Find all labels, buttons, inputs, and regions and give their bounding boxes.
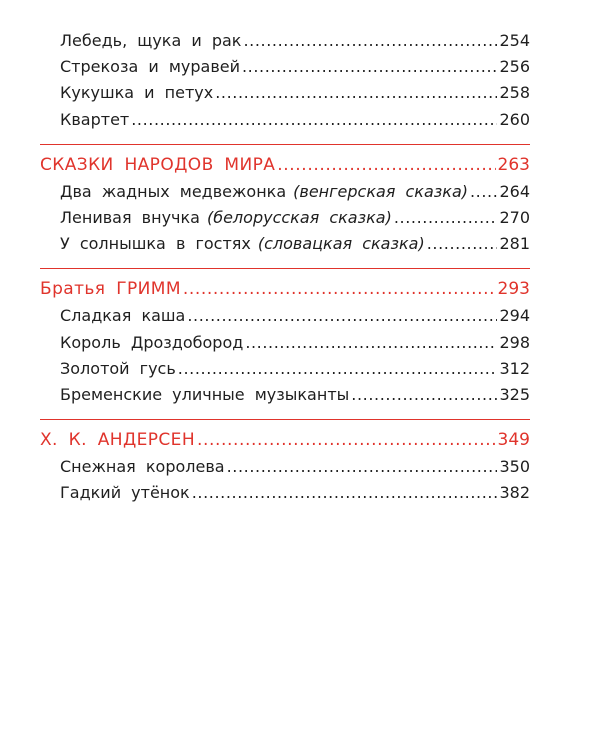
- entry-note: (словацкая сказка): [257, 234, 425, 254]
- page-number: 281: [499, 234, 530, 254]
- page-number: 294: [499, 306, 530, 326]
- entry-title: Снежная королева: [60, 457, 225, 477]
- entry-title: Два жадных медвежонка: [60, 181, 287, 201]
- page-number: 270: [499, 207, 530, 227]
- leader-dots: [427, 234, 498, 253]
- entry-title: Лебедь, щука и рак: [60, 31, 242, 50]
- leader-dots: [277, 155, 495, 175]
- leader-dots: [192, 483, 498, 502]
- toc-section-heading[interactable]: [40, 155, 530, 182]
- entry-title: У солнышка в гостях: [60, 234, 251, 254]
- section-page-number: 263: [497, 154, 530, 175]
- toc-entry[interactable]: [40, 31, 530, 57]
- leader-dots: [470, 182, 497, 201]
- entry-title: Золотой гусь: [60, 358, 176, 378]
- section-page-number: 349: [497, 430, 530, 451]
- entry-title: Кукушка и петух: [60, 83, 214, 103]
- leader-dots: [351, 385, 497, 404]
- entry-title-wrap: [60, 234, 425, 253]
- toc-group-grimm: [40, 279, 530, 411]
- page-number: 260: [499, 109, 530, 129]
- entry-title-wrap: [60, 182, 468, 201]
- entry-note: (белорусская сказка): [206, 207, 392, 227]
- entry-title-wrap: [60, 208, 392, 227]
- entry-note: (венгерская сказка): [293, 181, 468, 201]
- toc-section-heading[interactable]: [40, 279, 530, 306]
- toc-group-world-tales: [40, 155, 530, 261]
- page-number: 264: [499, 181, 530, 201]
- toc-entry[interactable]: [40, 234, 530, 260]
- section-page-number: 293: [497, 279, 530, 300]
- page-number: 258: [499, 83, 530, 103]
- entry-title: Сладкая каша: [60, 306, 186, 326]
- page-number: 256: [499, 57, 530, 77]
- leader-dots: [178, 359, 498, 378]
- toc-group-krylov: [40, 31, 530, 136]
- page-number: 382: [499, 483, 530, 503]
- entry-title: Король Дроздобород: [60, 332, 244, 352]
- leader-dots: [242, 57, 497, 76]
- toc-entry[interactable]: [40, 208, 530, 234]
- leader-dots: [215, 83, 497, 102]
- toc-entry[interactable]: [40, 385, 530, 411]
- leader-dots: [131, 110, 497, 129]
- leader-dots: [243, 31, 497, 50]
- toc-group-andersen: [40, 430, 530, 509]
- leader-dots: [187, 306, 497, 325]
- toc-entry[interactable]: [40, 306, 530, 332]
- entry-title: Квартет: [60, 109, 130, 129]
- toc-entry[interactable]: [40, 110, 530, 136]
- entry-title: Бременские уличные музыканты: [60, 384, 350, 404]
- section-title: Х. К. АНДЕРСЕН: [40, 430, 196, 451]
- section-title: СКАЗКИ НАРОДОВ МИРА: [40, 154, 276, 175]
- toc-entry[interactable]: [40, 57, 530, 83]
- page-number: 350: [499, 457, 530, 477]
- entry-title: Гадкий утёнок: [60, 483, 190, 503]
- toc-entry[interactable]: [40, 83, 530, 109]
- section-divider: [40, 268, 530, 269]
- toc-entry[interactable]: [40, 457, 530, 483]
- leader-dots: [394, 208, 498, 227]
- section-title: Братья ГРИММ: [40, 279, 181, 300]
- section-divider: [40, 144, 530, 145]
- leader-dots: [183, 279, 496, 299]
- page-number: 312: [499, 358, 530, 378]
- toc-entry[interactable]: [40, 182, 530, 208]
- page-number: 254: [499, 31, 530, 50]
- entry-title: Ленивая внучка: [60, 207, 200, 227]
- section-divider: [40, 419, 530, 420]
- toc-entry[interactable]: [40, 359, 530, 385]
- page-number: 298: [499, 332, 530, 352]
- leader-dots: [227, 457, 498, 476]
- toc-entry[interactable]: [40, 333, 530, 359]
- entry-title: Стрекоза и муравей: [60, 57, 240, 77]
- leader-dots: [245, 333, 497, 352]
- leader-dots: [197, 430, 496, 450]
- page-number: 325: [499, 384, 530, 404]
- toc-section-heading[interactable]: [40, 430, 530, 457]
- toc-entry[interactable]: [40, 483, 530, 509]
- table-of-contents: [40, 31, 530, 509]
